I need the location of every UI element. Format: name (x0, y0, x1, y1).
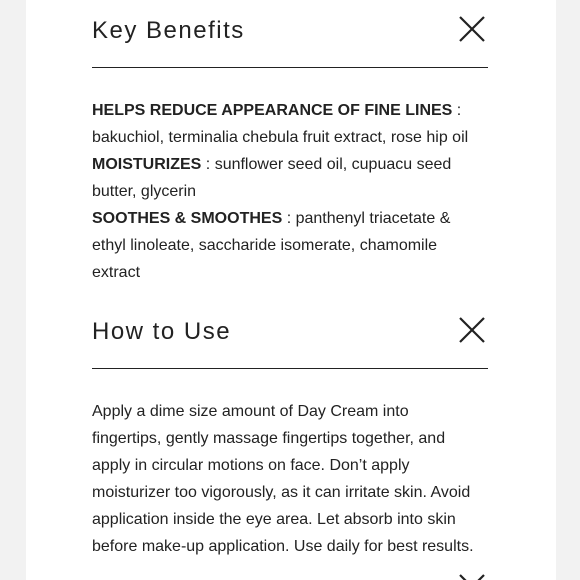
product-details-panel (26, 0, 556, 580)
benefit-label: MOISTURIZES (92, 156, 202, 173)
instruction-line: moisturizer too vigorously, as it can irritate skin. Avoid (92, 484, 471, 501)
benefit-ingredients: sunflower seed oil, cupuacu seed (214, 156, 452, 173)
key-benefits-title: Key Benefits (92, 17, 245, 44)
section-divider (92, 368, 488, 369)
benefit-line: MOISTURIZES : sunflower seed oil, cupuacu seed (92, 156, 452, 173)
instruction-line: application inside the eye area. Let absorb into skin (92, 511, 456, 528)
benefit-line: SOOTHES & SMOOTHES : panthenyl triacetate & (92, 210, 451, 227)
close-icon[interactable] (457, 315, 487, 345)
benefit-ingredients: butter, glycerin (92, 183, 197, 200)
benefit-label: HELPS REDUCE APPEARANCE OF FINE LINES (92, 102, 453, 119)
section-divider (92, 67, 488, 68)
instruction-line: fingertips, gently massage fingertips together, and (92, 430, 446, 447)
instruction-line: before make-up application. Use daily for best results. (92, 538, 474, 555)
key-benefits-content (92, 97, 492, 286)
benefit-ingredients: bakuchiol, terminalia chebula fruit extract, rose hip oil (92, 129, 469, 146)
benefit-ingredients: ethyl linoleate, saccharide isomerate, chamomile (92, 237, 438, 254)
benefit-line: HELPS REDUCE APPEARANCE OF FINE LINES : (92, 102, 462, 119)
close-icon[interactable] (457, 572, 487, 580)
benefit-label: SOOTHES & SMOOTHES (92, 210, 283, 227)
key-benefits-header[interactable] (92, 14, 488, 48)
benefit-ingredients: panthenyl triacetate & (295, 210, 451, 227)
instruction-line: Apply a dime size amount of Day Cream into (92, 403, 409, 420)
close-icon[interactable] (457, 14, 487, 44)
how-to-use-content (92, 398, 492, 560)
instruction-line: apply in circular motions on face. Don’t apply (92, 457, 410, 474)
how-to-use-header[interactable] (92, 315, 488, 349)
how-to-use-title: How to Use (92, 318, 232, 345)
benefit-ingredients: extract (92, 264, 141, 281)
